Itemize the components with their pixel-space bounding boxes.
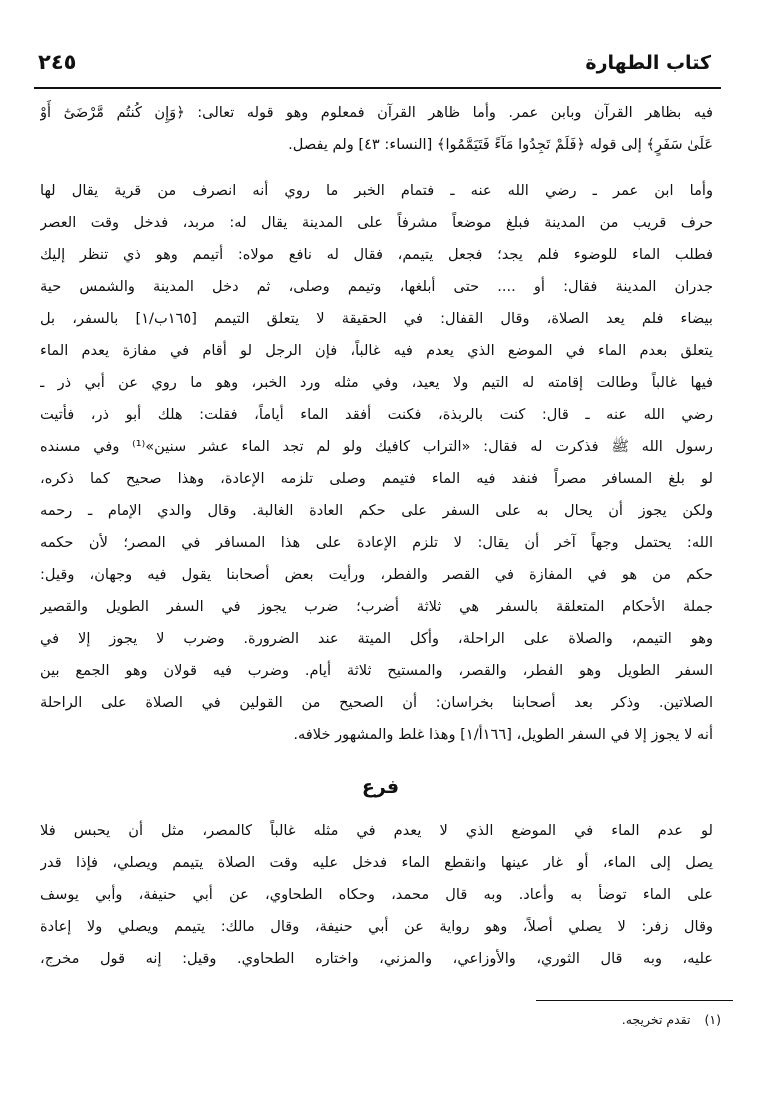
paragraph-ibn-umar	[40, 175, 713, 751]
text-line: السفر الطويل وهو الفطر، والقصر، والمستيح ثلاثة أيام. وضرب فيه قولان وهو الجمع بين	[40, 662, 713, 679]
text-line: الصلاتين. وذكر بعد أصحابنا بخراسان: أن الصحيح من القولين في الصلاة على الراحلة	[40, 694, 713, 711]
text-line: جدران المدينة فقال: أو .... حتى أبلغها، وتيمم وصلى، ثم دخل المدينة والشمس حية	[40, 278, 713, 295]
text-line: وقال زفر: لا يصلي أصلاً، وهو رواية عن أبي حنيفة، وقال مالك: يتيمم ويصلي ولا إعادة	[40, 918, 713, 935]
text-line: أنه لا يجوز إلا في السفر الطويل، [١٦٦أ/١] وهذا غلط والمشهور خلافه.	[293, 726, 713, 743]
footnote-text: تقدم تخريجه.	[621, 1012, 691, 1027]
text-line: حكم من هو في المفازة في القصر والفطر، ورأيت بعض أصحابنا يقول فيه وجهان، وقيل:	[40, 566, 713, 583]
header-rule	[34, 87, 721, 89]
text-line: بيضاء فلم يعد الصلاة، وقال القفال: في الحقيقة لا يتعلق التيمم [١٦٥ب/١] بالسفر، بل	[40, 310, 713, 327]
running-header-title: كتاب الطهارة	[585, 52, 711, 74]
paragraph-far	[40, 815, 713, 975]
text-line: فيه بظاهر القرآن وبابن عمر. وأما ظاهر القرآن فمعلوم وهو قوله تعالى: ﴿وَإِن كُنتُم مَّرْضَىٰٓ أَوْ	[40, 104, 713, 121]
footnote-number: (١)	[704, 1012, 721, 1027]
text-line: عليه، وبه قال الثوري، والأوزاعي، والمزني، واختاره الطحاوي. وقيل: إنه قول مخرج،	[40, 950, 713, 967]
text-line: لو بلغ المسافر مصراً فنفد فيه الماء فتيمم وصلى تلزمه الإعادة، وهذا صحيح كما ذكره،	[40, 470, 713, 487]
footnote-rule	[536, 1000, 733, 1001]
text-line: الله: يحتمل وجهاً آخر أن يقال: لا تلزم الإعادة على هذا المسافر في المصر؛ لأن حكمه	[40, 534, 713, 551]
text-line: جملة الأحكام المتعلقة بالسفر هي ثلاثة أضرب؛ ضرب يجوز في السفر الطويل والقصير	[40, 598, 713, 615]
text-line: يصل إلى الماء، أو غار عينها وانقطع الماء فدخل عليه وقت الصلاة يتيمم ويصلي، فإذا قدر	[40, 854, 713, 871]
text-line: فيها غالباً وطالت إقامته له التيم ولا يعيد، وفي مثله ورد الخبر، وهو ما روي عن أبي ذر ـ	[40, 374, 713, 391]
text-line: فطلب الماء للوضوء فلم يجد؛ فجعل يتيمم، فقال له نافع مولاه: أتيمم وهو ذي تنظر إليك	[40, 246, 713, 263]
text-line: يتعلق بعدم الماء في الموضع الذي يعدم فيه غالباً، فإن الرجل لو أقام في مفازة يعدم الماء	[40, 342, 713, 359]
text-line: ولكن يجوز أن يحال به على السفر على حكم العادة الغالبة. وقال والدي الإمام ـ رحمه	[40, 502, 713, 519]
text-line: لو عدم الماء في الموضع الذي لا يعدم في مثله غالباً كالمصر، مثل أن يحبس فلا	[40, 822, 713, 839]
section-heading-far: فرع	[361, 776, 400, 798]
text-line: رسول الله ﷺ فذكرت له فقال: «التراب كافيك ولو لم تجد الماء عشر سنين»⁽¹⁾ وفي مسنده	[40, 438, 713, 455]
page-number: ٢٤٥	[38, 50, 77, 74]
footnote	[622, 1012, 721, 1027]
text-line: على الماء توضأ به وأعاد. وبه قال محمد، وحكاه الطحاوي، عن أبي حنيفة، وأبي يوسف	[40, 886, 713, 903]
paragraph-quran-reference	[40, 97, 713, 161]
text-line: وهو التيمم، والصلاة على الراحلة، وأكل الميتة عند الضرورة. وضرب لا يجوز إلا في	[40, 630, 713, 647]
text-line: عَلَىٰ سَفَرٍ﴾ إلى قوله ﴿فَلَمْ تَجِدُوا مَآءً فَتَيَمَّمُوا﴾ [النساء: ٤٣] ولم يفصل.	[288, 136, 713, 153]
text-line: رضي الله عنه ـ قال: كنت بالربذة، فكنت أفقد الماء أياماً، فقلت: هلك أبو ذر، فأتيت	[40, 406, 713, 423]
text-line: وأما ابن عمر ـ رضي الله عنه ـ فتمام الخبر ما روي أنه انصرف من قرية يقال لها	[40, 182, 713, 199]
text-line: حرف قريب من المدينة فبلغ موضعاً مشرفاً على المدينة يقال له: مربد، فدخل وقت العصر	[40, 214, 713, 231]
